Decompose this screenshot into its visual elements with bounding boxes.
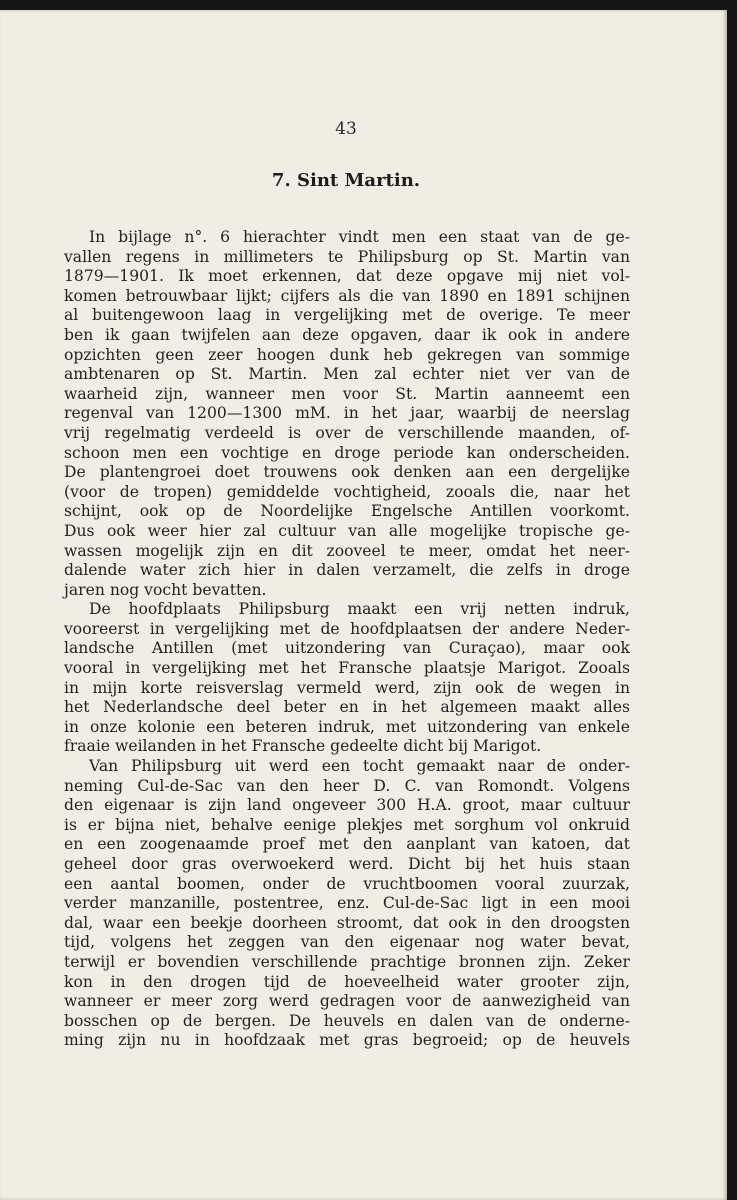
text-line: geheel door gras overwoekerd werd. Dicht bij het huis staan (64, 855, 630, 873)
text-line: regenval van 1200—1300 mM. in het jaar, waarbij de neerslag (64, 404, 630, 423)
text-line: ming zijn nu in hoofdzaak met gras begroeid; op de heuvels (64, 1031, 630, 1050)
text-line: De plantengroei doet trouwens ook denken aan een dergelijke (64, 463, 630, 482)
text-line: In bijlage n°. 6 hierachter vindt men een staat van de ge- (89, 228, 630, 246)
text-line: (voor de tropen) gemiddelde vochtigheid, zooals die, naar het (64, 482, 630, 501)
text-line: Dus ook weer hier zal cultuur van alle mogelijke tropische ge- (64, 521, 630, 540)
text-line: De hoofdplaats Philipsburg maakt een vrij netten indruk, (89, 600, 630, 619)
text-line: en een zoogenaamde proef met den aanplant van katoen, dat (64, 835, 630, 854)
text-line: waarheid zijn, wanneer men voor St. Martin aanneemt een (64, 384, 630, 403)
text-line: den eigenaar is zijn land ongeveer 300 H.A. groot, maar cultuur (64, 796, 630, 815)
text-line: tijd, volgens het zeggen van den eigenaar nog water bevat, (64, 933, 630, 952)
text-line: ambtenaren op St. Martin. Men zal echter niet ver van de (64, 365, 630, 384)
text-line: schijnt, ook op de Noordelijke Engelsche Antillen voorkomt. (64, 502, 630, 521)
text-line: terwijl er bovendien verschillende prachtige bronnen zijn. Zeker (64, 952, 630, 971)
text-line: fraaie weilanden in het Fransche gedeelte dicht bij Marigot. (64, 737, 542, 756)
text-line: wassen mogelijk zijn en dit zooveel te meer, omdat het neer- (64, 541, 630, 560)
text-line: opzichten geen zeer hoogen dunk heb gekregen van sommige (64, 345, 630, 364)
text-line: vrij regelmatig verdeeld is over de verschillende maanden, of- (64, 423, 630, 442)
text-line: Van Philipsburg uit werd een tocht gemaakt naar de onder- (89, 757, 630, 776)
text-line: 1879—1901. Ik moet erkennen, dat deze opgave mij niet vol- (64, 267, 630, 286)
text-line: is er bijna niet, behalve eenige plekjes met sorghum vol onkruid (64, 815, 630, 834)
section-heading: 7. Sint Martin. (271, 170, 421, 191)
text-line: jaren nog vocht bevatten. (64, 580, 267, 599)
text-line: ben ik gaan twijfelen aan deze opgaven, daar ik ook in andere (64, 325, 630, 344)
book-page (0, 10, 727, 1200)
text-line: in mijn korte reisverslag vermeld werd, zijn ook de wegen in (64, 678, 630, 697)
body-text (64, 228, 630, 1051)
text-line: kon in den drogen tijd de hoeveelheid water grooter zijn, (64, 972, 630, 991)
text-line: bosschen op de bergen. De heuvels en dalen van de onderne- (64, 1011, 630, 1030)
text-line: wanneer er meer zorg werd gedragen voor de aanwezigheid van (64, 992, 630, 1011)
text-line: neming Cul-de-Sac van den heer D. C. van Romondt. Volgens (64, 776, 630, 795)
text-line: vooreerst in vergelijking met de hoofdplaatsen der andere Neder- (64, 619, 630, 638)
text-line: landsche Antillen (met uitzondering van Curaçao), maar ook (64, 639, 630, 658)
text-line: dal, waar een beekje doorheen stroomt, dat ook in den droogsten (64, 913, 630, 932)
text-line: verder manzanille, postentree, enz. Cul-de-Sac ligt in een mooi (64, 894, 630, 913)
page-number: 43 (335, 119, 357, 139)
text-line: komen betrouwbaar lijkt; cijfers als die van 1890 en 1891 schijnen (64, 286, 630, 305)
text-line: het Nederlandsche deel beter en in het algemeen maakt alles (64, 698, 630, 717)
text-line: dalende water zich hier in dalen verzamelt, die zelfs in droge (64, 561, 630, 580)
text-line: al buitengewoon laag in vergelijking met de overige. Te meer (64, 306, 630, 325)
text-line: schoon men een vochtige en droge periode kan onderscheiden. (64, 443, 630, 462)
text-line: in onze kolonie een beteren indruk, met uitzondering van enkele (64, 717, 630, 736)
text-line: vooral in vergelijking met het Fransche plaatsje Marigot. Zooals (64, 659, 630, 678)
text-line: vallen regens in millimeters te Philipsburg op St. Martin van (64, 247, 630, 266)
text-line: een aantal boomen, onder de vruchtboomen vooral zuurzak, (64, 874, 630, 893)
